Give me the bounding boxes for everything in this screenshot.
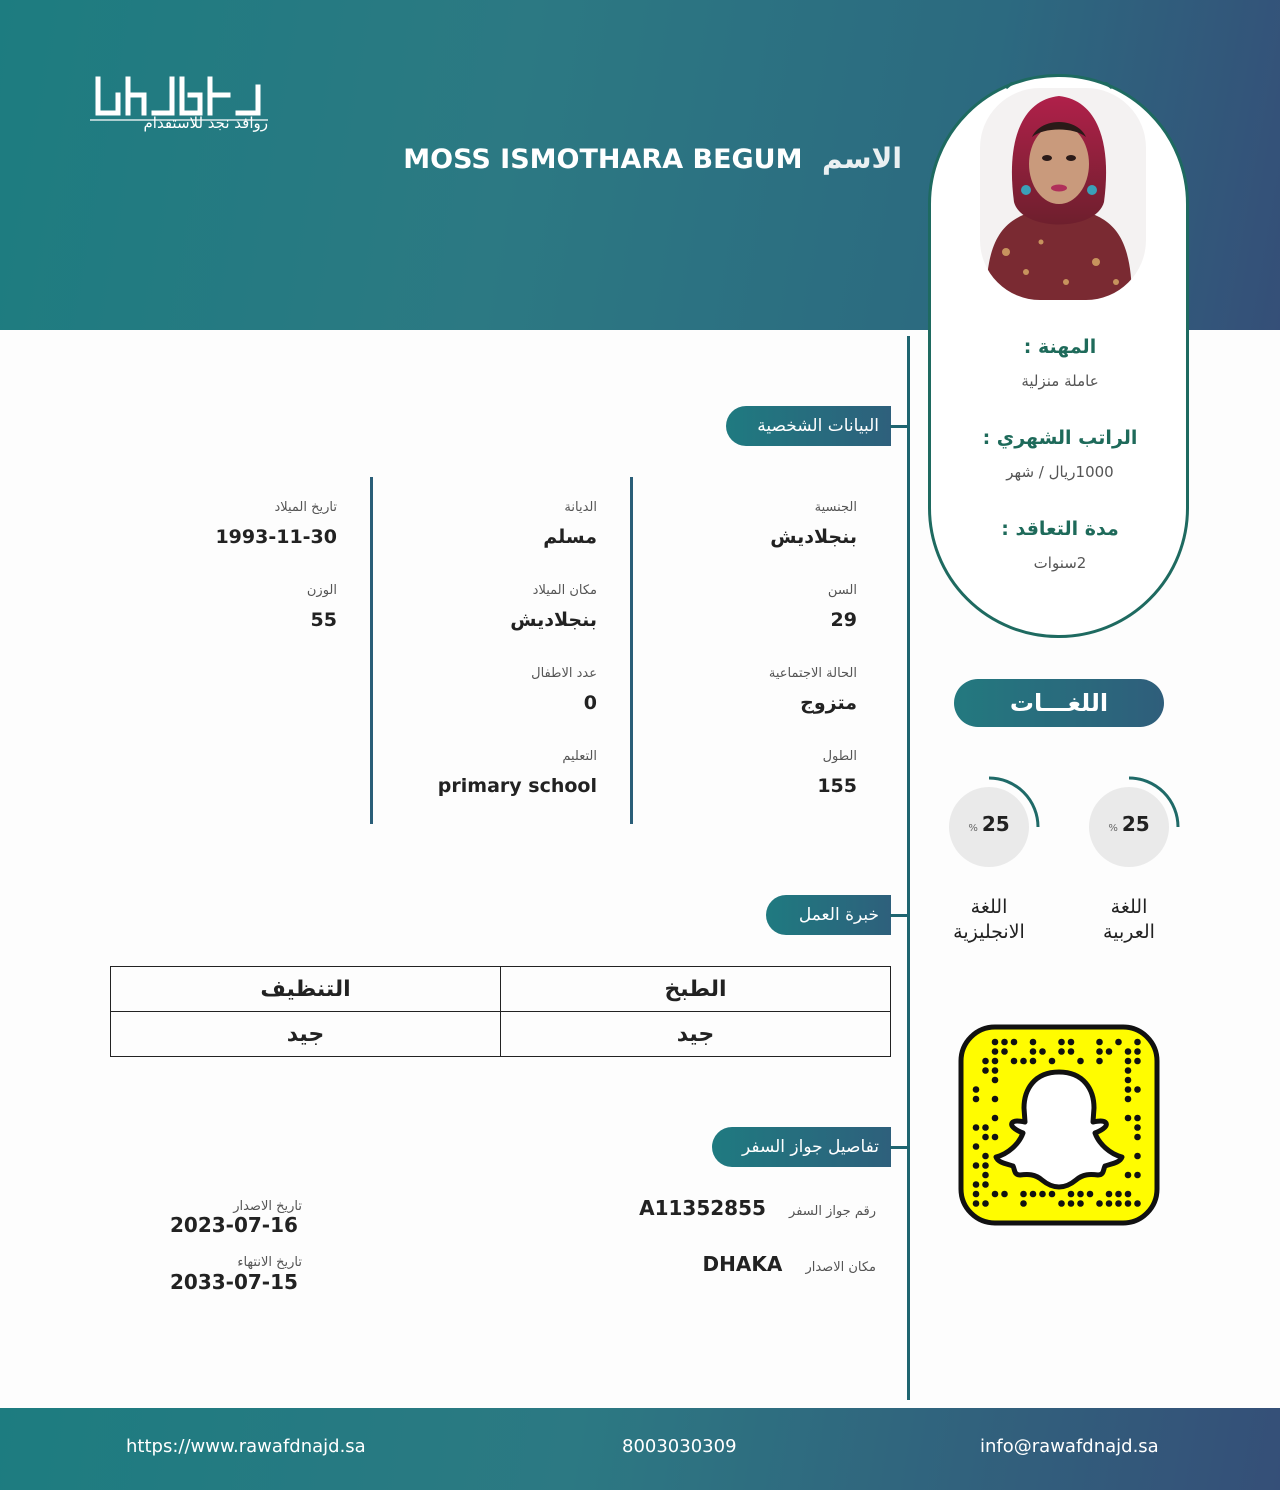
snapcode-dot bbox=[1020, 1200, 1027, 1207]
arabic-language-name bbox=[1069, 895, 1189, 945]
snapcode-dot bbox=[1134, 1200, 1141, 1207]
languages-section-pill: اللغـــات bbox=[954, 679, 1164, 727]
weight-value: 55 bbox=[310, 609, 337, 631]
nationality-value: بنجلاديش bbox=[770, 526, 857, 548]
arabic-language-percent bbox=[1089, 812, 1169, 836]
footer-email-link[interactable]: info@rawafdnajd.sa bbox=[980, 1436, 1159, 1457]
snapcode-dot bbox=[1077, 1058, 1084, 1065]
work-experience-table bbox=[110, 966, 891, 1057]
snapcode-dot bbox=[1134, 1115, 1141, 1122]
snapcode-dot bbox=[1087, 1191, 1094, 1198]
snapcode-dot bbox=[1020, 1191, 1027, 1198]
snapcode-dot bbox=[1001, 1039, 1008, 1046]
snapcode-dot bbox=[1049, 1191, 1056, 1198]
percent-unit: % bbox=[1108, 823, 1118, 834]
snapcode-dot bbox=[1058, 1200, 1065, 1207]
snapcode-dot bbox=[1039, 1048, 1046, 1055]
passport-number-value: A11352855 bbox=[639, 1196, 766, 1220]
table-row bbox=[111, 1012, 891, 1057]
snapcode-dot bbox=[992, 1134, 999, 1141]
children-label: عدد الاطفال bbox=[531, 666, 597, 681]
issue-date-label: تاريخ الاصدار bbox=[233, 1199, 302, 1214]
birthdate-value: 1993-11-30 bbox=[215, 526, 337, 548]
snapcode-dot bbox=[973, 1124, 980, 1131]
snapcode-dot bbox=[982, 1162, 989, 1169]
passport-number-row bbox=[560, 1196, 876, 1220]
passport-number-label: رقم جواز السفر bbox=[789, 1204, 876, 1219]
snapcode-dot bbox=[1125, 1200, 1132, 1207]
column-separator bbox=[370, 477, 373, 824]
language-name-line: العربية bbox=[1103, 921, 1155, 943]
work-section-pill: خبرة العمل bbox=[766, 895, 891, 935]
table-header-cell: الطبخ bbox=[501, 967, 891, 1012]
salary-label: الراتب الشهري : bbox=[982, 427, 1138, 449]
name-label: الاسم bbox=[822, 142, 902, 175]
candidate-name-row bbox=[300, 142, 902, 175]
snapcode-dot bbox=[1096, 1039, 1103, 1046]
children-value: 0 bbox=[583, 692, 597, 714]
snapcode-dot bbox=[1134, 1172, 1141, 1179]
snapcode-dot bbox=[1125, 1115, 1132, 1122]
snapcode-dot bbox=[992, 1058, 999, 1065]
contract-label: مدة التعاقد : bbox=[1001, 518, 1119, 540]
age-value: 29 bbox=[830, 609, 857, 631]
snapcode-dot bbox=[992, 1115, 999, 1122]
snapcode-dot bbox=[1068, 1191, 1075, 1198]
snapcode-dot bbox=[1030, 1039, 1037, 1046]
age-label: السن bbox=[827, 583, 857, 598]
brand-tagline: روافد نجد للاستقدام bbox=[143, 114, 268, 132]
pill-connector bbox=[890, 425, 908, 428]
snapcode-dot bbox=[1125, 1058, 1132, 1065]
snapcode-dot bbox=[1125, 1067, 1132, 1074]
religion-label: الديانة bbox=[564, 500, 597, 515]
snapcode-dot bbox=[973, 1096, 980, 1103]
english-language-name bbox=[929, 895, 1049, 945]
snapcode-dot bbox=[1125, 1077, 1132, 1084]
snapcode-dot bbox=[1077, 1200, 1084, 1207]
birthplace-value: بنجلاديش bbox=[510, 609, 597, 631]
snapcode-dot bbox=[1125, 1191, 1132, 1198]
table-cell: جيد bbox=[501, 1012, 891, 1057]
snapcode-dot bbox=[1068, 1048, 1075, 1055]
footer-website-link[interactable]: https://www.rawafdnajd.sa bbox=[126, 1436, 366, 1457]
passport-place-row bbox=[560, 1252, 876, 1276]
english-language-percent bbox=[949, 812, 1029, 836]
snapcode-dot bbox=[1068, 1039, 1075, 1046]
snapcode-dot bbox=[1134, 1039, 1141, 1046]
nationality-label: الجنسية bbox=[814, 500, 857, 515]
percent-unit: % bbox=[968, 823, 978, 834]
birthdate-label: تاريخ الميلاد bbox=[274, 500, 337, 515]
snapcode-dot bbox=[992, 1191, 999, 1198]
snapcode-dot bbox=[1134, 1124, 1141, 1131]
snapcode-dot bbox=[982, 1153, 989, 1160]
snapchat-snapcode[interactable] bbox=[958, 1024, 1160, 1226]
table-row bbox=[111, 967, 891, 1012]
height-value: 155 bbox=[817, 775, 857, 797]
religion-value: مسلم bbox=[543, 526, 597, 548]
snapcode-dot bbox=[1134, 1048, 1141, 1055]
snapcode-dot bbox=[1049, 1058, 1056, 1065]
snapcode-dot bbox=[1115, 1191, 1122, 1198]
snapcode-dot bbox=[1134, 1153, 1141, 1160]
snapcode-dot bbox=[1077, 1191, 1084, 1198]
candidate-photo bbox=[966, 82, 1152, 302]
language-name-line: اللغة bbox=[1110, 896, 1148, 918]
personal-section-pill: البيانات الشخصية bbox=[726, 406, 891, 446]
snapcode-dot bbox=[1125, 1048, 1132, 1055]
snapcode-dot bbox=[973, 1191, 980, 1198]
snapcode-dot bbox=[1115, 1200, 1122, 1207]
snapcode-dot bbox=[1096, 1048, 1103, 1055]
snapcode-dot bbox=[1058, 1039, 1065, 1046]
marital-status-value: متزوج bbox=[800, 692, 857, 714]
marital-status-label: الحالة الاجتماعية bbox=[768, 666, 857, 681]
snapcode-dot bbox=[992, 1039, 999, 1046]
salary-value: 1000ريال / شهر bbox=[1006, 463, 1114, 481]
weight-label: الوزن bbox=[306, 583, 337, 598]
candidate-name: MOSS ISMOTHARA BEGUM bbox=[403, 144, 803, 175]
contract-value: 2سنوات bbox=[1033, 554, 1087, 572]
expiry-date-label: تاريخ الانتهاء bbox=[237, 1255, 302, 1270]
pill-connector bbox=[890, 1146, 908, 1149]
snapcode-dot bbox=[1011, 1058, 1018, 1065]
snapcode-dot bbox=[982, 1058, 989, 1065]
column-separator bbox=[630, 477, 633, 824]
pill-connector bbox=[890, 914, 908, 917]
snapcode-dot bbox=[992, 1096, 999, 1103]
snapcode-dot bbox=[1030, 1058, 1037, 1065]
percent-value: 25 bbox=[981, 812, 1010, 836]
passport-place-label: مكان الاصدار bbox=[805, 1260, 876, 1275]
education-value: primary school bbox=[437, 775, 597, 797]
snapcode-dot bbox=[1096, 1058, 1103, 1065]
footer-phone[interactable]: 8003030309 bbox=[622, 1436, 737, 1457]
language-name-line: الانجليزية bbox=[953, 921, 1025, 943]
snapcode-dot bbox=[973, 1181, 980, 1188]
snapcode-dot bbox=[982, 1172, 989, 1179]
snapcode-dot bbox=[1001, 1191, 1008, 1198]
issue-date-value: 2023-07-16 bbox=[170, 1213, 298, 1237]
height-label: الطول bbox=[822, 749, 857, 764]
snapcode-dot bbox=[1125, 1096, 1132, 1103]
snapcode-dot bbox=[1039, 1191, 1046, 1198]
snapcode-dot bbox=[1125, 1086, 1132, 1093]
snapcode-dot bbox=[1001, 1048, 1008, 1055]
snapcode-dot bbox=[992, 1077, 999, 1084]
snapcode-dot bbox=[992, 1067, 999, 1074]
snapcode-dot bbox=[992, 1048, 999, 1055]
snapcode-dot bbox=[1125, 1172, 1132, 1179]
passport-place-value: DHAKA bbox=[702, 1252, 783, 1276]
snapcode-dot bbox=[982, 1181, 989, 1188]
snapcode-dot bbox=[982, 1067, 989, 1074]
snapcode-dot bbox=[1106, 1191, 1113, 1198]
snapcode-dot bbox=[982, 1200, 989, 1207]
snapcode-dot bbox=[1096, 1200, 1103, 1207]
snapcode-dot bbox=[973, 1086, 980, 1093]
snapcode-dot bbox=[1106, 1048, 1113, 1055]
snapcode-dot bbox=[1134, 1086, 1141, 1093]
profession-label: المهنة : bbox=[1023, 336, 1097, 358]
snapcode-dot bbox=[1020, 1058, 1027, 1065]
language-name-line: اللغة bbox=[970, 896, 1008, 918]
education-label: التعليم bbox=[562, 749, 597, 764]
percent-value: 25 bbox=[1121, 812, 1150, 836]
snapcode-dot bbox=[1115, 1039, 1122, 1046]
snapcode-dot bbox=[1011, 1039, 1018, 1046]
snapcode-dot bbox=[1134, 1134, 1141, 1141]
snapcode-dot bbox=[973, 1162, 980, 1169]
table-header-cell: التنظيف bbox=[111, 967, 501, 1012]
birthplace-label: مكان الميلاد bbox=[532, 583, 597, 598]
table-cell: جيد bbox=[111, 1012, 501, 1057]
expiry-date-value: 2033-07-15 bbox=[170, 1270, 298, 1294]
passport-section-pill: تفاصيل جواز السفر bbox=[712, 1127, 891, 1167]
snapcode-dot bbox=[973, 1200, 980, 1207]
snapcode-dot bbox=[982, 1134, 989, 1141]
snapcode-dot bbox=[1068, 1200, 1075, 1207]
snapcode-dot bbox=[1106, 1200, 1113, 1207]
profession-value: عاملة منزلية bbox=[1021, 372, 1099, 390]
snapcode-dot bbox=[1134, 1058, 1141, 1065]
snapcode-dot bbox=[1030, 1191, 1037, 1198]
snapcode-dot bbox=[982, 1124, 989, 1131]
snapcode-dot bbox=[1030, 1048, 1037, 1055]
snapcode-dot bbox=[973, 1143, 980, 1150]
snapcode-dot bbox=[1058, 1048, 1065, 1055]
section-divider bbox=[907, 336, 910, 1400]
